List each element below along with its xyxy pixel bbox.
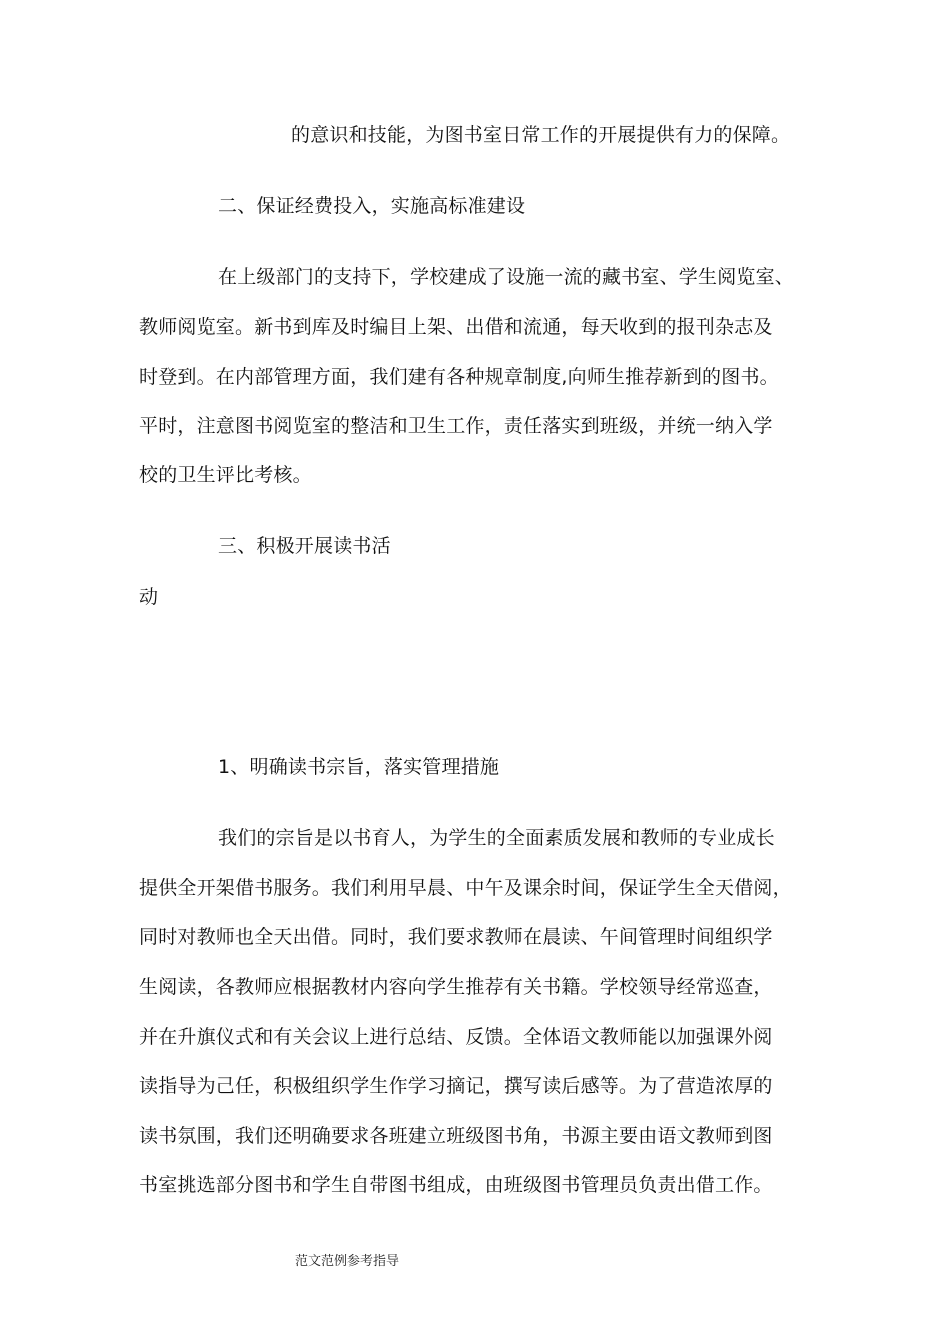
paragraph-line: 同时对教师也全天出借。同时，我们要求教师在晨读、午间管理时间组织学 [139, 926, 773, 948]
paragraph-line: 校的卫生评比考核。 [139, 464, 312, 486]
subsection-heading-1: 1、明确读书宗旨，落实管理措施 [218, 756, 500, 778]
paragraph-line: 并在升旗仪式和有关会议上进行总结、反馈。全体语文教师能以加强课外阅 [139, 1026, 773, 1048]
paragraph-line: 读指导为己任，积极组织学生作学习摘记，撰写读后感等。为了营造浓厚的 [139, 1075, 773, 1097]
section-heading-3-wrap: 动 [139, 586, 159, 608]
paragraph-line: 读书氛围，我们还明确要求各班建立班级图书角，书源主要由语文教师到图 [139, 1125, 773, 1147]
paragraph-line: 生阅读，各教师应根据教材内容向学生推荐有关书籍。学校领导经常巡查， [139, 976, 773, 998]
paragraph-line: 教师阅览室。新书到库及时编目上架、出借和流通，每天收到的报刊杂志及 [139, 316, 773, 338]
paragraph-line: 我们的宗旨是以书育人，为学生的全面素质发展和教师的专业成长 [218, 827, 775, 849]
paragraph-line: 在上级部门的支持下，学校建成了设施一流的藏书室、学生阅览室、 [218, 266, 795, 288]
section-heading-3: 三、积极开展读书活 [218, 535, 391, 557]
continuation-line: 的意识和技能，为图书室日常工作的开展提供有力的保障。 [291, 124, 791, 146]
paragraph-line: 平时，注意图书阅览室的整洁和卫生工作，责任落实到班级，并统一纳入学 [139, 415, 773, 437]
page-footer: 范文范例参考指导 [295, 1254, 400, 1269]
paragraph-line: 书室挑选部分图书和学生自带图书组成，由班级图书管理员负责出借工作。 [139, 1174, 773, 1196]
paragraph-line: 时登到。在内部管理方面，我们建有各种规章制度,向师生推荐新到的图书。 [139, 366, 779, 388]
section-heading-2: 二、保证经费投入，实施高标准建设 [218, 195, 526, 217]
paragraph-line: 提供全开架借书服务。我们利用早晨、中午及课余时间，保证学生全天借阅， [139, 877, 792, 899]
